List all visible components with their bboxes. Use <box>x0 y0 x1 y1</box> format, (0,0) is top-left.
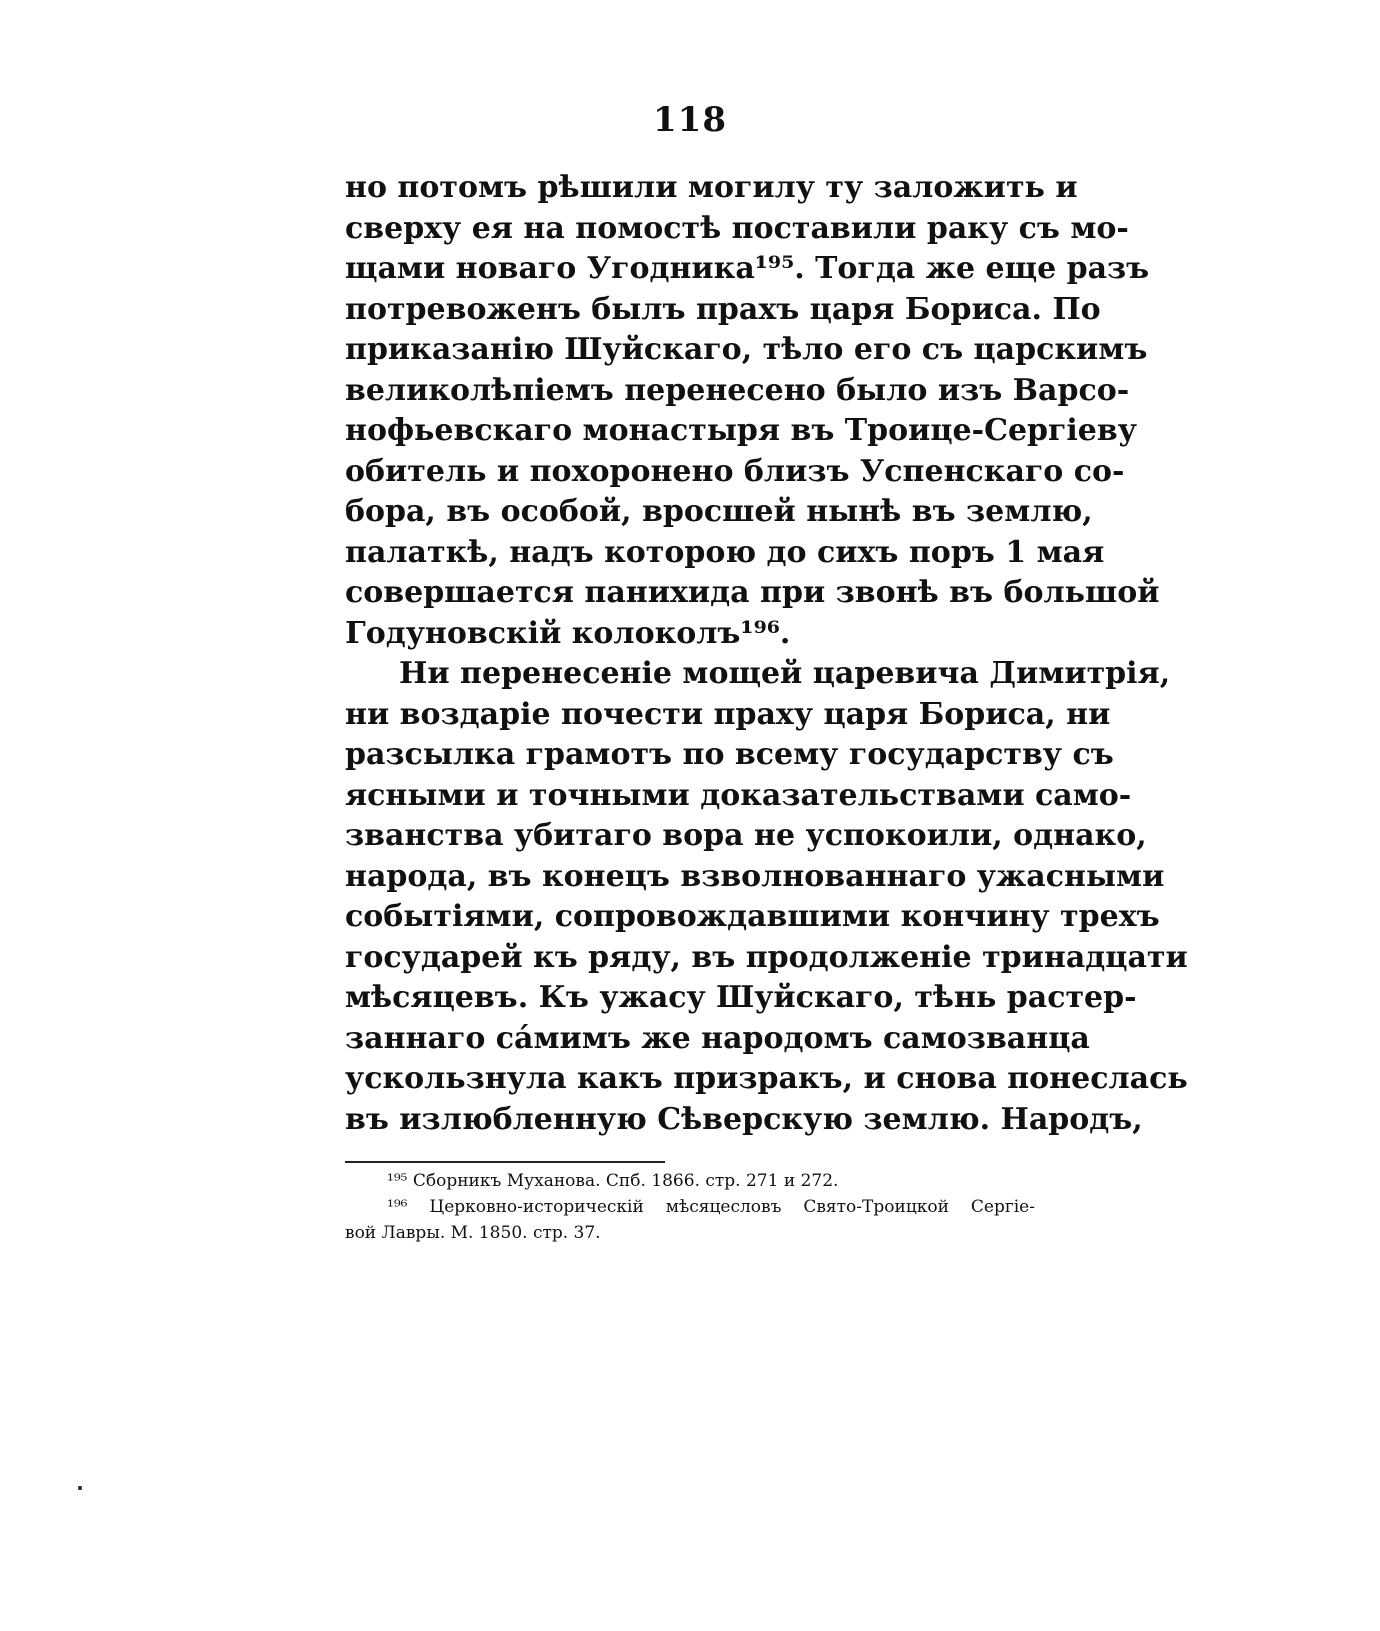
text-line: ни воздаріе почести праху царя Бориса, ни <box>345 696 1111 732</box>
text-line: въ излюбленную Сѣверскую землю. Народъ, <box>345 1101 1143 1137</box>
text-line: бора, въ особой, вросшей нынѣ въ землю, <box>345 494 1093 529</box>
footnote-195: ¹⁹⁵ Сборникъ Муханова. Спб. 1866. стр. 271 и 272. <box>387 1171 839 1191</box>
text-line: сверху ея на помостѣ поставили раку съ мо- <box>345 210 1129 246</box>
text-line: великолѣпіемъ перенесено было изъ Варсо- <box>345 372 1130 408</box>
text-line: ускользнула какъ призракъ, и снова понеслась <box>345 1061 1188 1096</box>
text-line: Годуновскій колоколъ¹⁹⁶. <box>345 615 791 651</box>
main-text <box>345 168 1188 1140</box>
text-line: государей къ ряду, въ продолженіе тринадцати <box>345 939 1188 975</box>
text-line: обитель и похоронено близъ Успенскаго со- <box>345 453 1125 489</box>
text-line: нофьевскаго монастыря въ Троице-Сергіеву <box>345 413 1137 448</box>
footnotes <box>345 1168 1035 1246</box>
scan-speck <box>78 1486 82 1490</box>
text-line: но потомъ рѣшили могилу ту заложить и <box>345 170 1078 205</box>
text-line: разсылка грамотъ по всему государству съ <box>345 737 1114 772</box>
footnote-divider <box>345 1161 665 1163</box>
text-line: приказанію Шуйскаго, тѣло его съ царскимъ <box>345 332 1148 367</box>
text-line: народа, въ конецъ взволнованнаго ужасными <box>345 858 1165 894</box>
text-line: мѣсяцевъ. Къ ужасу Шуйскаго, тѣнь растер- <box>345 980 1137 1015</box>
page-number: 118 <box>653 100 727 140</box>
text-line: Ни перенесеніе мощей царевича Димитрія, <box>399 656 1171 691</box>
text-line: потревоженъ былъ прахъ царя Бориса. По <box>345 291 1101 327</box>
footnote-196-continuation: вой Лавры. М. 1850. стр. 37. <box>345 1223 601 1243</box>
text-line: щами новаго Угодника¹⁹⁵. Тогда же еще разъ <box>345 251 1150 286</box>
text-line: событіями, сопровождавшими кончину трехъ <box>345 899 1160 934</box>
text-line: званства убитаго вора не успокоили, однако, <box>345 818 1147 853</box>
text-line: ясными и точными доказательствами само- <box>345 777 1132 813</box>
text-line: заннаго сáмимъ же народомъ самозванца <box>345 1020 1090 1056</box>
text-line: палаткѣ, надъ которою до сихъ поръ 1 мая <box>345 534 1105 570</box>
text-line: совершается панихида при звонѣ въ большой <box>345 575 1160 610</box>
footnote-196: ¹⁹⁶ Церковно-историческій мѣсяцесловъ Свято-Троицкой Сергіе- <box>387 1197 1035 1217</box>
